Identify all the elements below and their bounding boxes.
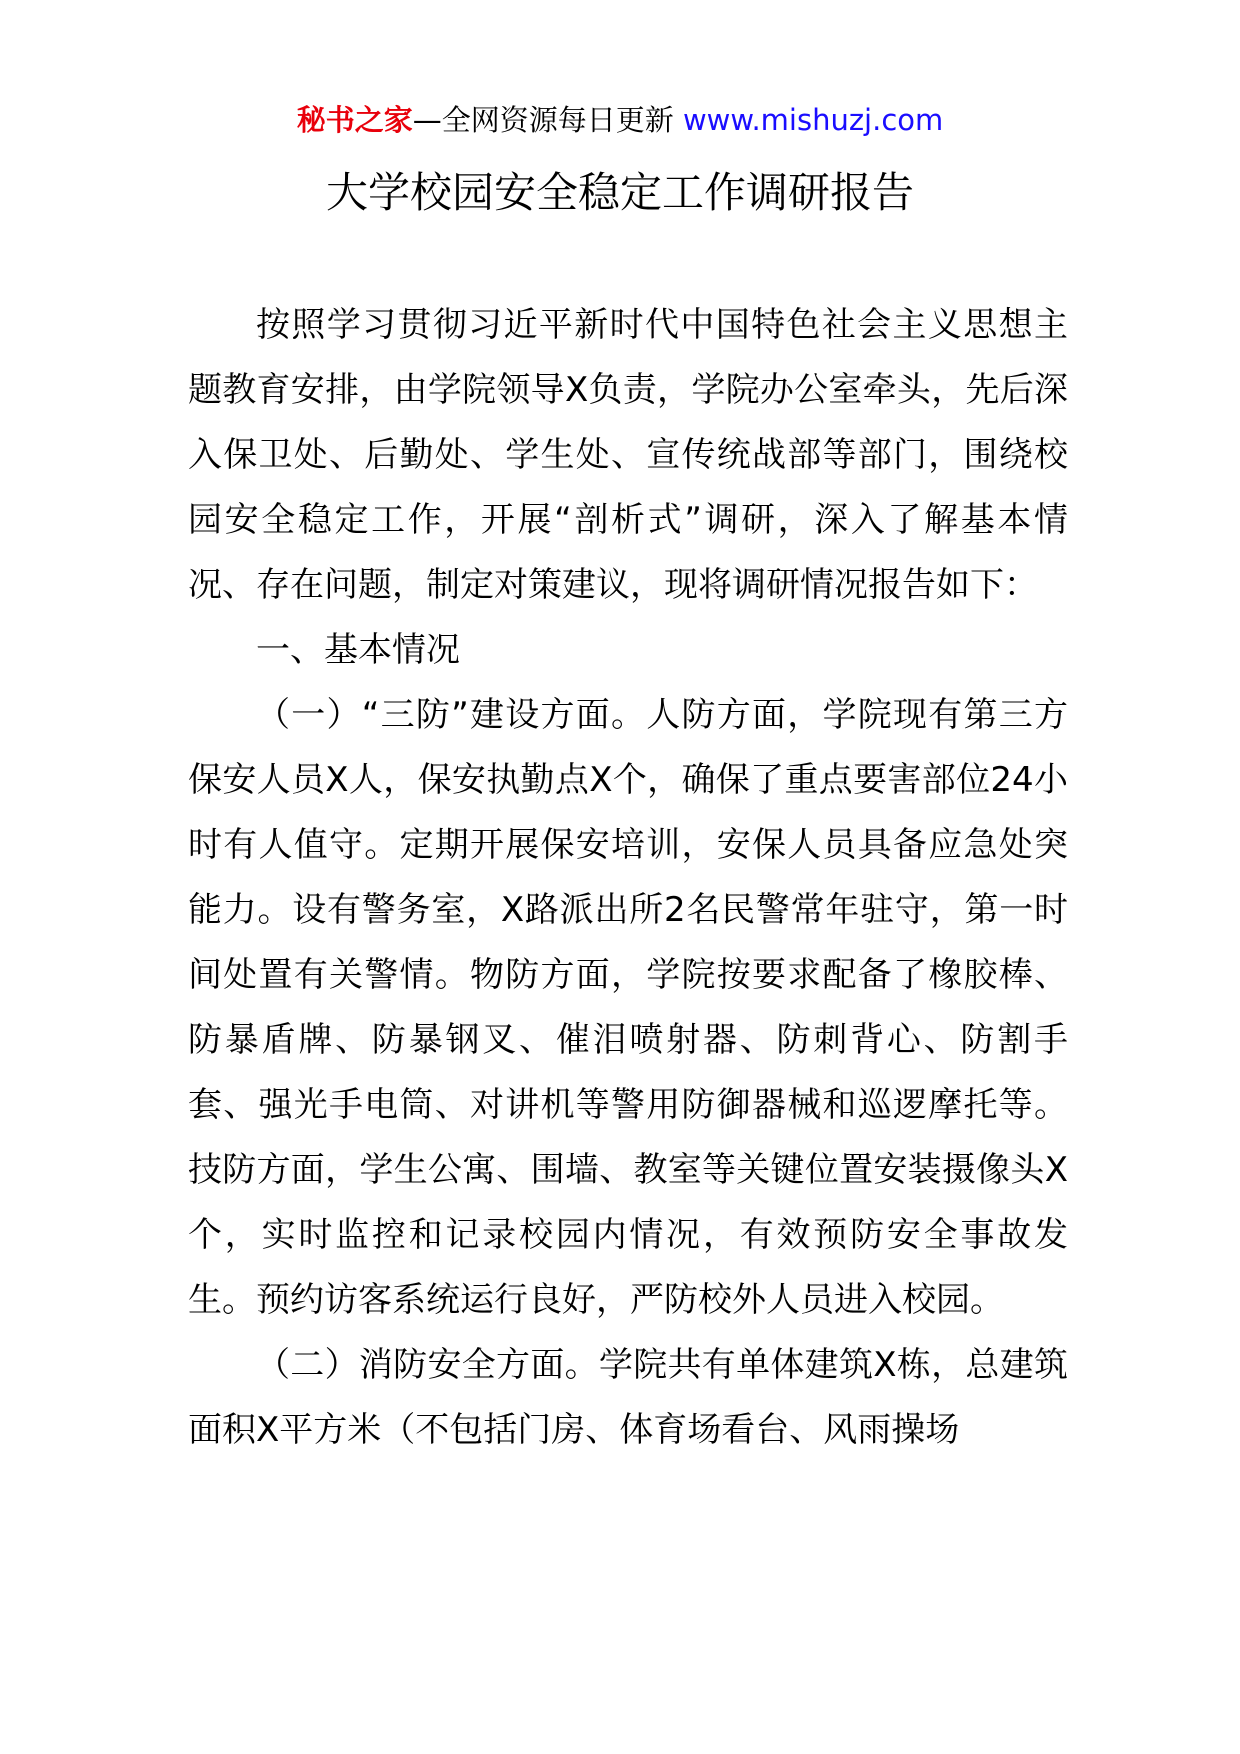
brand-tagline: —全网资源每日更新 [412, 103, 674, 137]
section-heading-basic-situation: 一、基本情况 [256, 630, 460, 670]
site-watermark-header [0, 100, 1240, 140]
intro-paragraph: 按照学习贯彻习近平新时代中国特色社会主义思想主题教育安排，由学院领导X负责，学院办公室牵头，先后深入保卫处、后勤处、学生处、宣传统战部等部门，围绕校园安全稳定工作，开展“剖析式”调研，深入了解基本情况、存在问题，制定对策建议，现将调研情况报告如下： [188, 305, 1068, 605]
paragraph-fire-safety: （二）消防安全方面。学院共有单体建筑X栋，总建筑面积X平方米（不包括门房、体育场看台、风雨操场 [188, 1345, 1068, 1450]
brand-name: 秘书之家 [296, 103, 413, 137]
document-title: 大学校园安全稳定工作调研报告 [325, 168, 914, 217]
document-body [188, 293, 1068, 1463]
site-url[interactable]: www.mishuzj.com [682, 103, 944, 137]
paragraph-three-defenses: （一）“三防”建设方面。人防方面，学院现有第三方保安人员X人，保安执勤点X个，确保了重点要害部位24小时有人值守。定期开展保安培训，安保人员具备应急处突能力。设有警务室，X路派出所2名民警常年驻守，第一时间处置有关警情。物防方面，学院按要求配备了橡胶棒、防暴盾牌、防暴钢叉、催泪喷射器、防刺背心、防割手套、强光手电筒、对讲机等警用防御器械和巡逻摩托等。技防方面，学生公寓、围墙、教室等关键位置安装摄像头X个，实时监控和记录校园内情况，有效预防安全事故发生。预约访客系统运行良好，严防校外人员进入校园。 [188, 695, 1068, 1320]
